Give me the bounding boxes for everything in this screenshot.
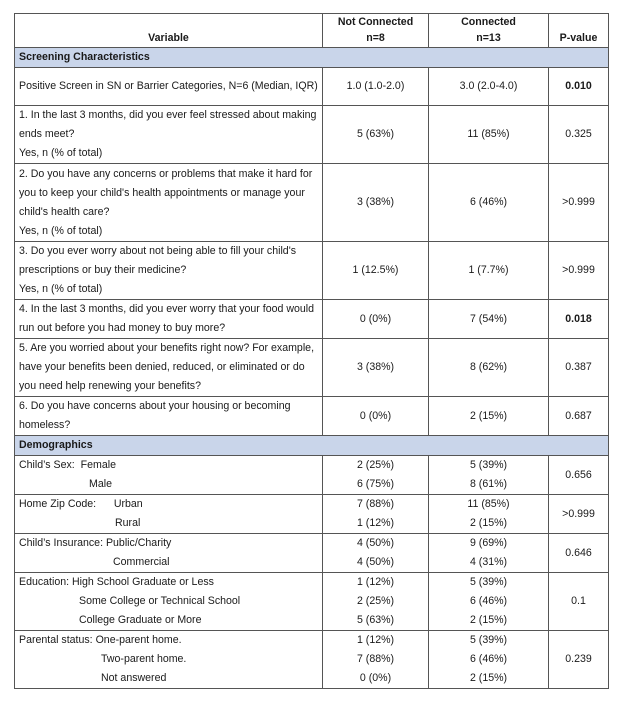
results-table [14, 13, 609, 689]
header-variable: Variable [15, 14, 323, 48]
row-label: Education: High School Graduate or Less Some College or Technical School College Graduate or More [15, 573, 323, 631]
header-row [15, 14, 609, 48]
cell-pvalue: 0.1 [549, 573, 609, 631]
section-screening: Screening Characteristics [15, 48, 609, 68]
cell-pvalue: 0.656 [549, 456, 609, 495]
table-row [15, 631, 609, 689]
cell-connected: 3.0 (2.0-4.0) [429, 68, 549, 106]
cell-pvalue: 0.387 [549, 339, 609, 397]
table-row [15, 106, 609, 164]
cell-not-connected: 3 (38%) [323, 339, 429, 397]
cell-pvalue: 0.018 [549, 300, 609, 339]
cell-connected: 11 (85%) [429, 106, 549, 164]
cell-not-connected: 3 (38%) [323, 164, 429, 242]
cell-connected: 9 (69%) 4 (31%) [429, 534, 549, 573]
row-label: 3. Do you ever worry about not being able to fill your child's prescriptions or buy their medicine? Yes, n (% of total) [15, 242, 323, 300]
cell-not-connected: 0 (0%) [323, 397, 429, 436]
cell-connected: 2 (15%) [429, 397, 549, 436]
cell-pvalue: 0.687 [549, 397, 609, 436]
cell-not-connected: 1.0 (1.0-2.0) [323, 68, 429, 106]
cell-not-connected: 0 (0%) [323, 300, 429, 339]
cell-pvalue: >0.999 [549, 495, 609, 534]
cell-connected: 6 (46%) [429, 164, 549, 242]
row-label: Child’s Sex: Female Male [15, 456, 323, 495]
row-label: 2. Do you have any concerns or problems that make it hard for you to keep your child's health appointments or manage your child's health care? Yes, n (% of total) [15, 164, 323, 242]
header-connected: Connected n=13 [429, 14, 549, 48]
cell-connected: 1 (7.7%) [429, 242, 549, 300]
table-row [15, 339, 609, 397]
cell-not-connected: 4 (50%) 4 (50%) [323, 534, 429, 573]
cell-connected: 8 (62%) [429, 339, 549, 397]
row-label: 6. Do you have concerns about your housing or becoming homeless? [15, 397, 323, 436]
cell-not-connected: 1 (12.5%) [323, 242, 429, 300]
cell-pvalue: 0.646 [549, 534, 609, 573]
cell-connected: 5 (39%) 6 (46%) 2 (15%) [429, 631, 549, 689]
cell-pvalue: 0.239 [549, 631, 609, 689]
row-label: Parental status: One-parent home. Two-parent home. Not answered [15, 631, 323, 689]
table-row [15, 397, 609, 436]
cell-not-connected: 1 (12%) 2 (25%) 5 (63%) [323, 573, 429, 631]
cell-not-connected: 7 (88%) 1 (12%) [323, 495, 429, 534]
row-label: Child’s Insurance: Public/Charity Commercial [15, 534, 323, 573]
cell-pvalue: >0.999 [549, 164, 609, 242]
cell-connected: 7 (54%) [429, 300, 549, 339]
table-row [15, 573, 609, 631]
table-row [15, 164, 609, 242]
row-label: 1. In the last 3 months, did you ever feel stressed about making ends meet? Yes, n (% of total) [15, 106, 323, 164]
table-row [15, 534, 609, 573]
row-label: Home Zip Code: Urban Rural [15, 495, 323, 534]
cell-pvalue: 0.010 [549, 68, 609, 106]
cell-connected: 5 (39%) 8 (61%) [429, 456, 549, 495]
cell-not-connected: 5 (63%) [323, 106, 429, 164]
cell-pvalue: 0.325 [549, 106, 609, 164]
cell-connected: 11 (85%) 2 (15%) [429, 495, 549, 534]
cell-not-connected: 1 (12%) 7 (88%) 0 (0%) [323, 631, 429, 689]
table-row [15, 68, 609, 106]
row-label: 4. In the last 3 months, did you ever worry that your food would run out before you had money to buy more? [15, 300, 323, 339]
row-label: 5. Are you worried about your benefits right now? For example, have your benefits been denied, reduced, or eliminated or do you need help renewing your benefits? [15, 339, 323, 397]
table-row [15, 300, 609, 339]
table-row [15, 456, 609, 495]
cell-not-connected: 2 (25%) 6 (75%) [323, 456, 429, 495]
header-not-connected: Not Connected n=8 [323, 14, 429, 48]
row-label: Positive Screen in SN or Barrier Categories, N=6 (Median, IQR) [15, 68, 323, 106]
table-row [15, 495, 609, 534]
cell-pvalue: >0.999 [549, 242, 609, 300]
header-pvalue: P-value [549, 14, 609, 48]
cell-connected: 5 (39%) 6 (46%) 2 (15%) [429, 573, 549, 631]
table-row [15, 242, 609, 300]
section-demographics: Demographics [15, 436, 609, 456]
